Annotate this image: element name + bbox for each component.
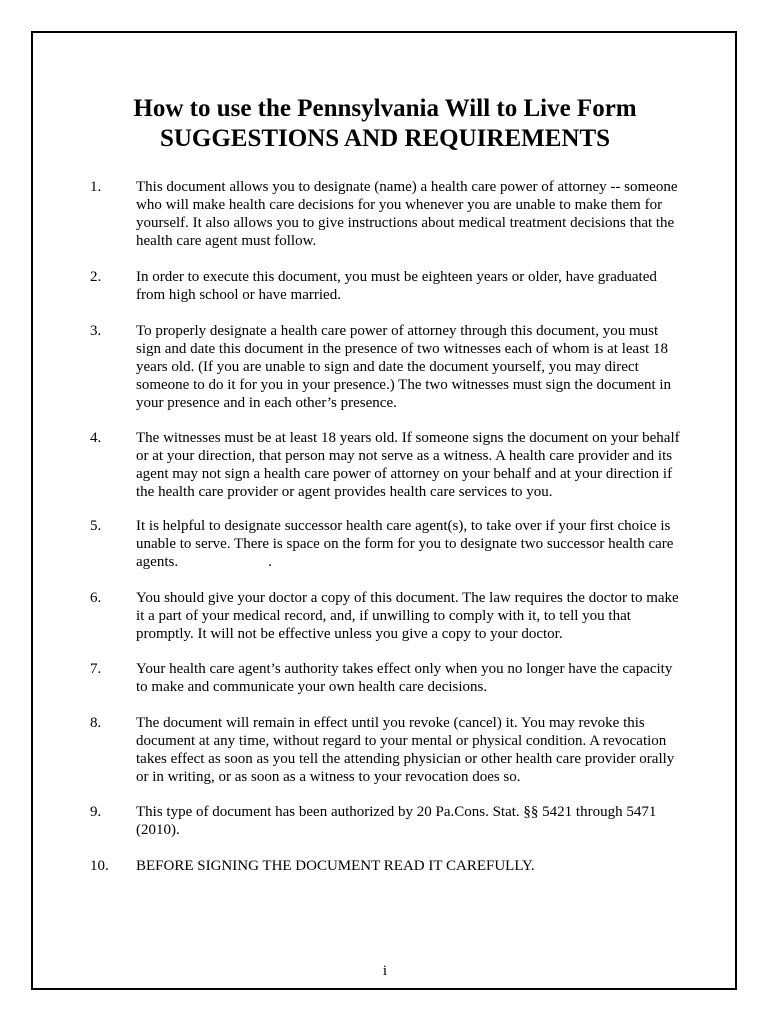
item-text: In order to execute this document, you must be eighteen years or older, have graduated from high school or have married.: [136, 269, 657, 303]
item-number: 7.: [90, 661, 102, 677]
item-number: 8.: [90, 715, 102, 731]
item-number: 3.: [90, 323, 102, 339]
item-number: 9.: [90, 804, 102, 820]
item-number: 6.: [90, 590, 102, 606]
page-number: i: [382, 963, 388, 979]
item-number: 4.: [90, 430, 102, 446]
item-number: 5.: [90, 518, 102, 534]
item-text: To properly designate a health care power of attorney through this document, you must sign and date this document in the presence of two witnesses each of whom is at least 18 years old. (If you are unable to sign and date the document yourself, you may direct someone to do it for you in your presence.) The two witnesses must sign the document in your presence and in each other’s presence.: [136, 323, 672, 411]
item-text: This document allows you to designate (name) a health care power of attorney -- someone who will make health care decisions for you whenever you are unable to make them for yourself. It also allows you to give instructions about medical treatment decisions that the health care agent must follow.: [136, 179, 678, 249]
item-number: 10.: [90, 858, 109, 874]
document-title: How to use the Pennsylvania Will to Live Form: [133, 95, 637, 122]
item-text: BEFORE SIGNING THE DOCUMENT READ IT CAREFULLY.: [136, 858, 535, 874]
page-border: [31, 31, 737, 990]
item-text: This type of document has been authorized by 20 Pa.Cons. Stat. §§ 5421 through 5471 (2010).: [136, 804, 657, 838]
item-number: 2.: [90, 269, 102, 285]
item-text: It is helpful to designate successor health care agent(s), to take over if your first choice is unable to serve. There is space on the form for you to designate two successor health care agents. .: [136, 518, 678, 570]
item-text: The witnesses must be at least 18 years old. If someone signs the document on your behalf or at your direction, that person may not serve as a witness. A health care provider and its agent may not sign a health care power of attorney on your behalf and at your direction if the health care provider or agent provides health care services to you.: [136, 430, 680, 500]
document-subtitle: SUGGESTIONS AND REQUIREMENTS: [159, 125, 611, 152]
item-text: The document will remain in effect until you revoke (cancel) it. You may revoke this document at any time, without regard to your mental or physical condition. A revocation takes effect as soon as you tell the attending physician or other health care provider orally or in writing, or as soon as a witness to your revocation does so.: [136, 715, 675, 785]
item-number: 1.: [90, 179, 102, 195]
item-text: Your health care agent’s authority takes effect only when you no longer have the capacity to make and communicate your own health care decisions.: [136, 661, 673, 695]
item-text: You should give your doctor a copy of this document. The law requires the doctor to make it a part of your medical record, and, if unwilling to comply with it, to tell you that promptly. It will not be effective unless you give a copy to your doctor.: [136, 590, 679, 642]
